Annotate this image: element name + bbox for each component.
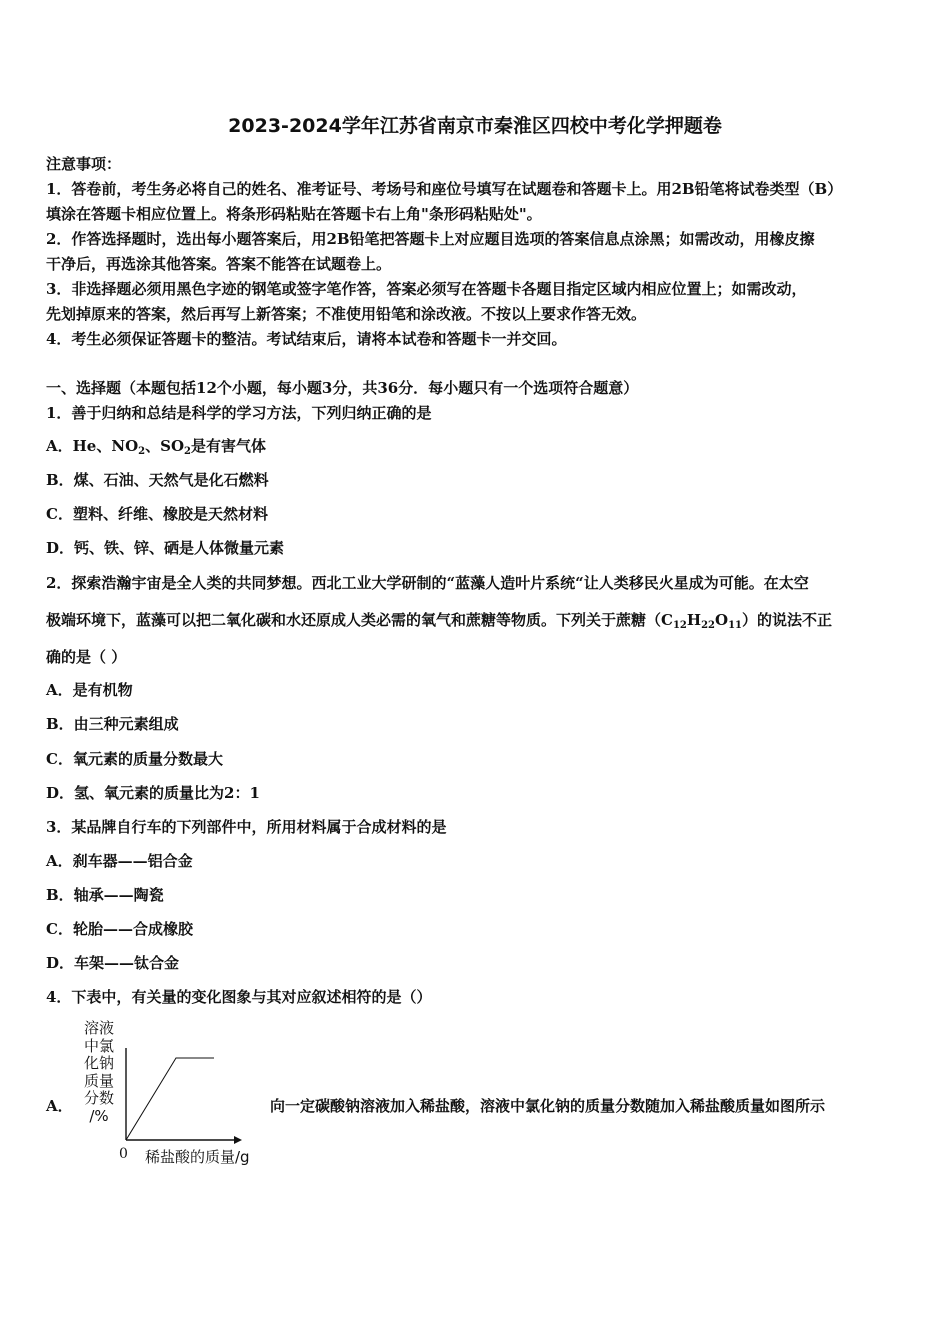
subscript: 2	[138, 446, 146, 457]
stem-text: ）的说法不正	[741, 611, 832, 629]
question-1-stem: 1．善于归纳和总结是科学的学习方法，下列归纳正确的是	[46, 404, 432, 422]
notice-line: 1．答卷前，考生务必将自己的姓名、准考证号、考场号和座位号填写在试题卷和答题卡上。用2B铅笔将试卷类型（B）	[46, 180, 843, 198]
subscript: 11	[728, 620, 742, 631]
question-2-option-b: B．由三种元素组成	[46, 715, 179, 733]
subscript: 22	[701, 620, 715, 631]
page-title: 2023-2024学年江苏省南京市秦淮区四校中考化学押题卷	[228, 115, 722, 137]
section-heading: 一、选择题（本题包括12个小题，每小题3分，共36分．每小题只有一个选项符合题意）	[46, 379, 639, 397]
notice-line: 2．作答选择题时，选出每小题答案后，用2B铅笔把答题卡上对应题目选项的答案信息点涂黑；如需改动，用橡皮擦	[46, 230, 815, 248]
y-label-line: 化钠	[83, 1054, 114, 1072]
y-label-line: /%	[89, 1106, 109, 1125]
y-label-line: 溶液	[83, 1019, 114, 1037]
question-3-option-a: A．刹车器——铝合金	[46, 852, 193, 870]
subscript: 2	[184, 446, 191, 457]
question-1-option-b: B．煤、石油、天然气是化石燃料	[46, 471, 269, 489]
question-4-option-a-text: 向一定碳酸钠溶液加入稀盐酸，溶液中氯化钠的质量分数随加入稀盐酸质量如图所示	[270, 1097, 826, 1115]
stem-text: H	[686, 611, 702, 629]
stem-text: 极端环境下，蓝藻可以把二氧化碳和水还原成人类必需的氧气和蔗糖等物质。下列关于蔗糖（C	[46, 611, 673, 629]
question-2-option-c: C．氧元素的质量分数最大	[46, 750, 223, 768]
stem-text: O	[714, 611, 729, 629]
question-4-stem: 4．下表中，有关量的变化图象与其对应叙述相符的是（）	[46, 988, 432, 1006]
graph-x-axis-label: 稀盐酸的质量/g	[145, 1148, 250, 1166]
question-4-option-a-label: A．	[46, 1097, 73, 1115]
option-text: A．He、NO	[46, 437, 139, 455]
y-label-line: 中氯	[83, 1036, 114, 1055]
subscript: 12	[672, 620, 687, 631]
question-3-option-b: B．轴承——陶瓷	[46, 886, 164, 904]
question-2-stem-end: 确的是（ ）	[46, 648, 127, 666]
question-2-option-a: A．是有机物	[46, 681, 133, 699]
question-1-option-d: D．钙、铁、锌、硒是人体微量元素	[46, 539, 285, 557]
question-3-option-c: C．轮胎——合成橡胶	[46, 920, 193, 938]
question-3-stem: 3．某品牌自行车的下列部件中，所用材料属于合成材料的是	[46, 818, 447, 836]
question-2-stem-cont	[46, 609, 832, 630]
notice-heading: 注意事项：	[46, 155, 122, 173]
y-label-line: 质量	[83, 1071, 114, 1090]
question-2-option-d: D．氢、氧元素的质量比为2：1	[46, 784, 260, 802]
graph-origin-label: 0	[119, 1146, 128, 1162]
y-label-line: 分数	[83, 1089, 114, 1107]
notice-line: 4．考生必须保证答题卡的整洁。考试结束后，请将本试卷和答题卡一并交回。	[46, 330, 567, 348]
notice-line: 填涂在答题卡相应位置上。将条形码粘贴在答题卡右上角"条形码粘贴处"。	[46, 205, 542, 223]
option-text: 是有害气体	[190, 437, 266, 455]
notice-line: 干净后，再选涂其他答案。答案不能答在试题卷上。	[46, 255, 392, 273]
notice-line: 先划掉原来的答案，然后再写上新答案；不准使用铅笔和涂改液。不按以上要求作答无效。	[46, 305, 647, 323]
question-1-option-a	[46, 435, 266, 456]
question-2-stem: 2．探索浩瀚宇宙是全人类的共同梦想。西北工业大学研制的“蓝藻人造叶片系统“让人类移民火星成为可能。在太空	[46, 574, 809, 592]
curve	[126, 1058, 214, 1140]
option-text: 、SO	[145, 437, 185, 455]
x-axis-arrow	[234, 1136, 242, 1144]
question-3-option-d: D．车架——钛合金	[46, 954, 180, 972]
notice-line: 3．非选择题必须用黑色字迹的钢笔或签字笔作答，答案必须写在答题卡各题目指定区域内相应位置上；如需改动，	[46, 280, 807, 298]
question-1-option-c: C．塑料、纤维、橡胶是天然材料	[46, 505, 268, 523]
